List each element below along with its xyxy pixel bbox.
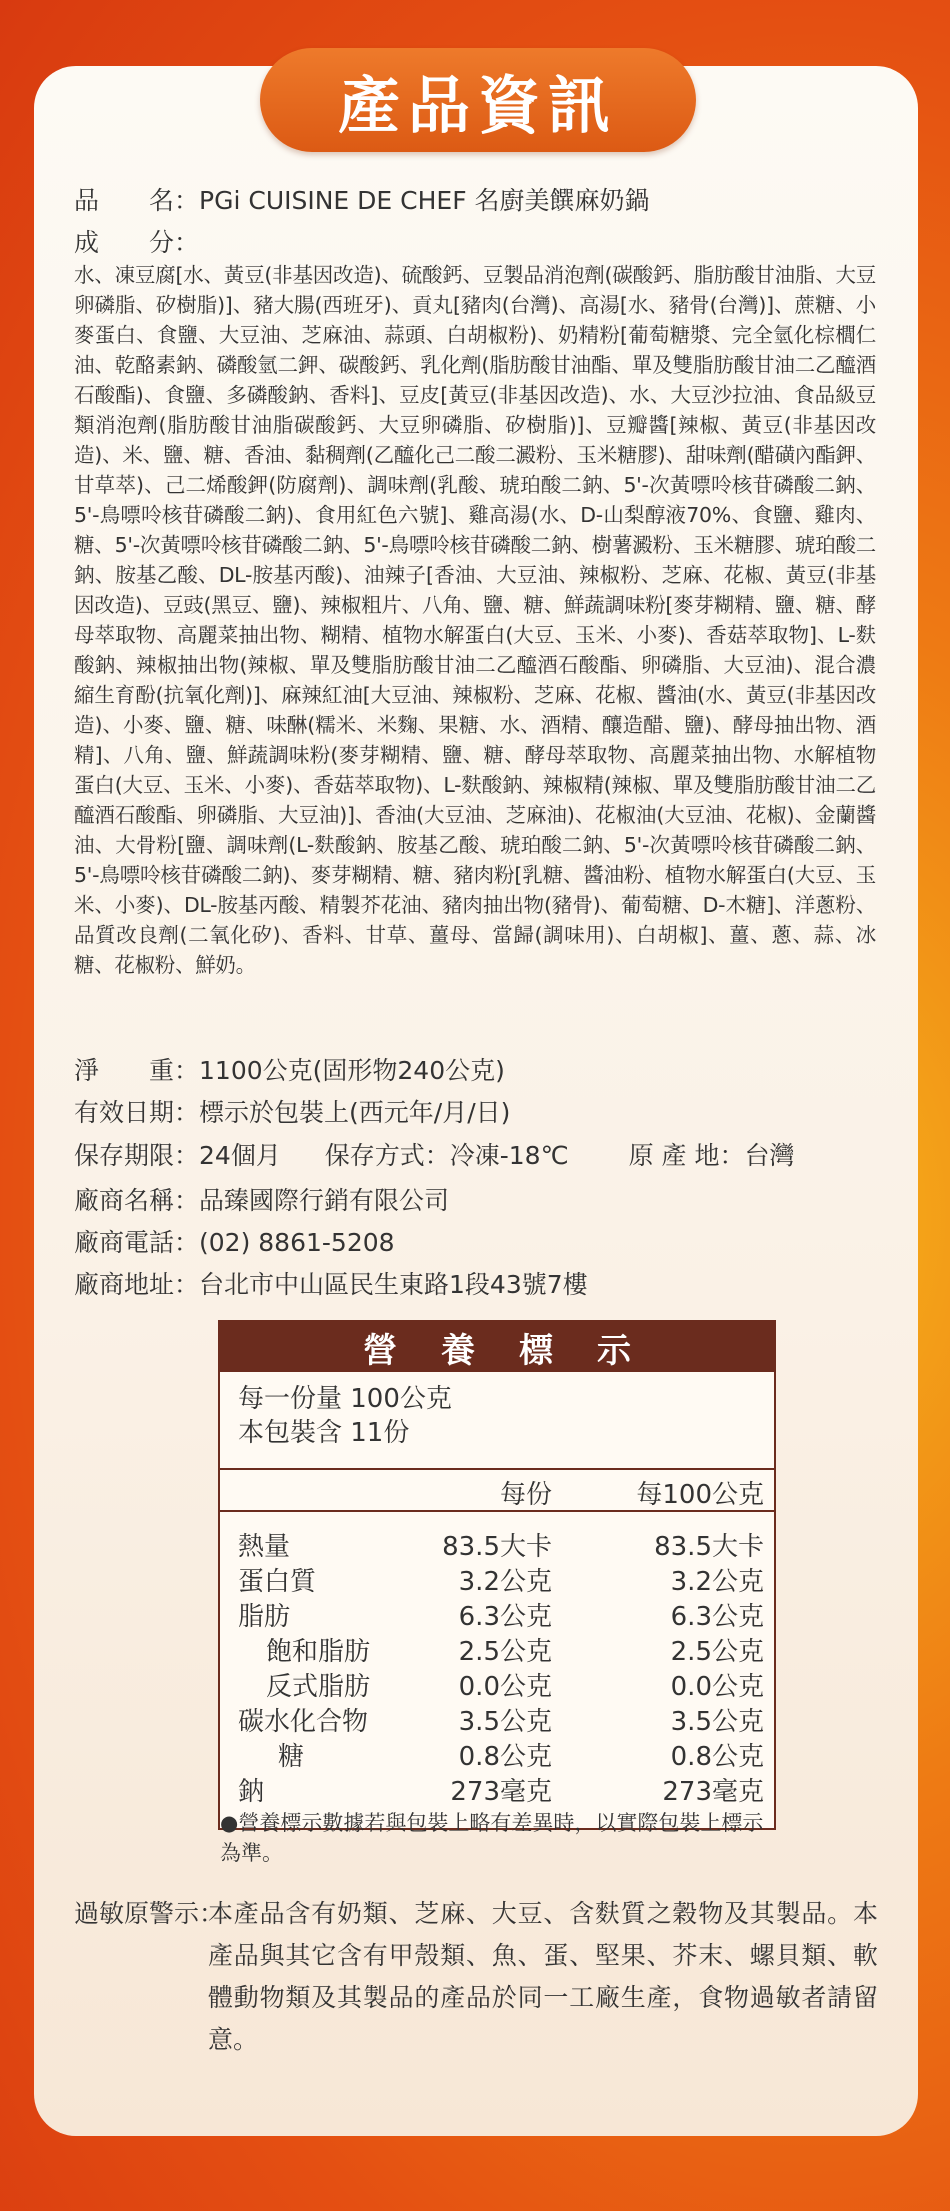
allergen-text: 本產品含有奶類、芝麻、大豆、含麩質之穀物及其製品。本產品與其它含有甲殼類、魚、蛋、堅果、芥末、螺貝類、軟體動物類及其製品的產品於同一工廠生產，食物過敏者請留意。 <box>208 1899 878 2054</box>
nutrient-per-100g: 0.0公克 <box>670 1672 764 1702</box>
serving-size: 每一份量 100公克 <box>238 1384 452 1414</box>
shelf-label: 保存期限： <box>74 1141 200 1170</box>
maker-row <box>74 1180 876 1222</box>
expiry-label: 有效日期： <box>74 1098 200 1127</box>
nutrition-table <box>218 1320 776 1830</box>
nutrition-note: ●營養標示數據若與包裝上略有差異時，以實際包裝上標示為準。 <box>220 1811 764 1865</box>
nutrient-per-100g: 3.2公克 <box>670 1567 764 1597</box>
phone-value: (02) 8861-5208 <box>199 1228 395 1257</box>
expiry-row <box>74 1092 876 1134</box>
maker-label: 廠商名稱： <box>74 1186 200 1215</box>
origin-value: 台灣 <box>744 1141 795 1170</box>
nutrition-column-headers <box>220 1470 774 1512</box>
weight-value: 1100公克(固形物240公克) <box>199 1056 505 1085</box>
weight-row <box>74 1050 876 1092</box>
nutrition-row-protein <box>220 1561 774 1596</box>
ingredients-label-row <box>74 222 876 264</box>
nutrient-per-100g: 0.8公克 <box>670 1742 764 1772</box>
phone-label: 廠商電話： <box>74 1228 200 1257</box>
nutrient-name: 飽和脂肪 <box>266 1637 371 1667</box>
nutrition-row-carbohydrate <box>220 1701 774 1736</box>
nutrition-serving-info <box>220 1372 774 1470</box>
nutrient-per-100g: 83.5大卡 <box>654 1532 764 1562</box>
allergen-label: 過敏原警示： <box>74 1899 225 1928</box>
nutrient-name: 熱量 <box>238 1532 291 1562</box>
nutrient-per-serving: 6.3公克 <box>458 1602 552 1632</box>
title-banner <box>260 48 696 152</box>
nutrient-name: 糖 <box>278 1742 305 1772</box>
nutrient-per-serving: 3.5公克 <box>458 1707 552 1737</box>
col-per-100g: 每100公克 <box>636 1480 764 1510</box>
origin-label: 原 產 地： <box>628 1141 745 1170</box>
shelf-value: 24個月 <box>199 1141 281 1170</box>
shelf-storage-origin-row <box>74 1135 876 1177</box>
product-name-row <box>74 180 876 222</box>
weight-label: 淨 重： <box>74 1056 200 1085</box>
nutrition-row-energy <box>220 1526 774 1561</box>
nutrient-name: 鈉 <box>238 1777 265 1807</box>
address-row <box>74 1264 876 1306</box>
ingredients-text: 水、凍豆腐[水、黃豆(非基因改造)、硫酸鈣、豆製品消泡劑(碳酸鈣、脂肪酸甘油脂、大豆卵磷脂、矽樹脂)]、豬大腸(西班牙)、貢丸[豬肉(台灣)、高湯[水、豬骨(台灣)]、蔗糖、小麥蛋白、食鹽、大豆油、芝麻油、蒜頭、白胡椒粉)、奶精粉[葡萄糖漿、完全氫化棕櫚仁油、乾酪素鈉、磷酸氫二鉀、碳酸鈣、乳化劑(脂肪酸甘油酯、單及雙脂肪酸甘油二乙醯酒石酸酯)、食鹽、多磷酸鈉、香料]、豆皮[黃豆(非基因改造)、水、大豆沙拉油、食品級豆類消泡劑(脂肪酸甘油脂碳酸鈣、大豆卵磷脂、矽樹脂)]、豆瓣醬[辣椒、黃豆(非基因改造)、米、鹽、糖、香油、黏稠劑(乙醯化己二酸二澱粉、玉米糖膠)、甜味劑(醋磺內酯鉀、甘草萃)、己二烯酸鉀(防腐劑)、調味劑(乳酸、琥珀酸二鈉、5'-次黃嘌呤核苷磷酸二鈉、5'-鳥嘌呤核苷磷酸二鈉)、食用紅色六號]、雞高湯(水、D-山梨醇液70%、食鹽、雞肉、糖、5'-次黃嘌呤核苷磷酸二鈉、5'-鳥嘌呤核苷磷酸二鈉、樹薯澱粉、玉米糖膠、琥珀酸二鈉、胺基乙酸、DL-胺基丙酸)、油辣子[香油、大豆油、辣椒粉、芝麻、花椒、黃豆(非基因改造)、豆豉(黑豆、鹽)、辣椒粗片、八角、鹽、糖、鮮蔬調味粉[麥芽糊精、鹽、糖、酵母萃取物、高麗菜抽出物、糊精、植物水解蛋白(大豆、玉米、小麥)、香菇萃取物]、L-麩酸鈉、辣椒抽出物(辣椒、單及雙脂肪酸甘油二乙醯酒石酸酯、卵磷脂、大豆油)、混合濃縮生育酚(抗氧化劑)]、麻辣紅油[大豆油、辣椒粉、芝麻、花椒、醬油(水、黃豆(非基因改造)、小麥、鹽、糖、味醂(糯米、米麴、果糖、水、酒精、釀造醋、鹽)、酵母抽出物、酒精]、八角、鹽、鮮蔬調味粉(麥芽糊精、鹽、糖、酵母萃取物、高麗菜抽出物、水解植物蛋白(大豆、玉米、小麥)、香菇萃取物)、L-麩酸鈉、辣椒精(辣椒、單及雙脂肪酸甘油二乙醯酒石酸酯、卵磷脂、大豆油)]、香油(大豆油、芝麻油)、花椒油(大豆油、花椒)、金蘭醬油、大骨粉[鹽、調味劑(L-麩酸鈉、胺基乙酸、琥珀酸二鈉、5'-次黃嘌呤核苷磷酸二鈉、5'-鳥嘌呤核苷磷酸二鈉)、麥芽糊精、糖、豬肉粉[乳糖、醬油粉、植物水解蛋白(大豆、玉米、小麥)、DL-胺基丙酸、精製芥花油、豬肉抽出物(豬骨)、葡萄糖、D-木糖]、洋蔥粉、品質改良劑(二氧化矽)、香料、甘草、薑母、當歸(調味用)、白胡椒]、薑、蔥、蒜、冰糖、花椒粉、鮮奶。 <box>74 263 876 977</box>
nutrition-row-sodium <box>220 1771 774 1806</box>
nutrition-row-fat <box>220 1596 774 1631</box>
nutrition-row-trans-fat <box>220 1666 774 1701</box>
nutrient-per-100g: 3.5公克 <box>670 1707 764 1737</box>
product-name-label: 品 名： <box>74 186 200 215</box>
page-title: 產品資訊 <box>337 68 618 142</box>
nutrient-name: 反式脂肪 <box>266 1672 371 1702</box>
nutrition-rows <box>220 1512 774 1806</box>
phone-row <box>74 1222 876 1264</box>
expiry-value: 標示於包裝上(西元年/月/日) <box>199 1098 511 1127</box>
nutrition-row-sugar <box>220 1736 774 1771</box>
product-name-value: PGi CUISINE DE CHEF 名廚美饌麻奶鍋 <box>199 186 650 215</box>
address-label: 廠商地址： <box>74 1270 200 1299</box>
storage-label: 保存方式： <box>324 1141 450 1170</box>
storage-value: 冷凍-18℃ <box>449 1141 569 1170</box>
servings-per-pack: 本包裝含 11份 <box>238 1418 410 1448</box>
nutrition-row-saturated-fat <box>220 1631 774 1666</box>
nutrient-name: 蛋白質 <box>238 1567 317 1597</box>
address-value: 台北市中山區民生東路1段43號7樓 <box>199 1270 588 1299</box>
nutrient-per-100g: 6.3公克 <box>670 1602 764 1632</box>
nutrient-per-100g: 273毫克 <box>662 1777 764 1807</box>
nutrient-per-serving: 83.5大卡 <box>442 1532 552 1562</box>
nutrient-per-serving: 0.8公克 <box>458 1742 552 1772</box>
col-per-serving: 每份 <box>499 1480 552 1510</box>
nutrient-per-100g: 2.5公克 <box>670 1637 764 1667</box>
nutrient-per-serving: 0.0公克 <box>458 1672 552 1702</box>
ingredients-label: 成 分： <box>74 228 200 257</box>
nutrient-per-serving: 3.2公克 <box>458 1567 552 1597</box>
nutrition-title: 營養標示 <box>220 1322 774 1372</box>
nutrient-name: 碳水化合物 <box>238 1707 369 1737</box>
nutrient-per-serving: 273毫克 <box>450 1777 552 1807</box>
nutrient-name: 脂肪 <box>238 1602 291 1632</box>
nutrient-per-serving: 2.5公克 <box>458 1637 552 1667</box>
maker-value: 品臻國際行銷有限公司 <box>199 1186 450 1215</box>
